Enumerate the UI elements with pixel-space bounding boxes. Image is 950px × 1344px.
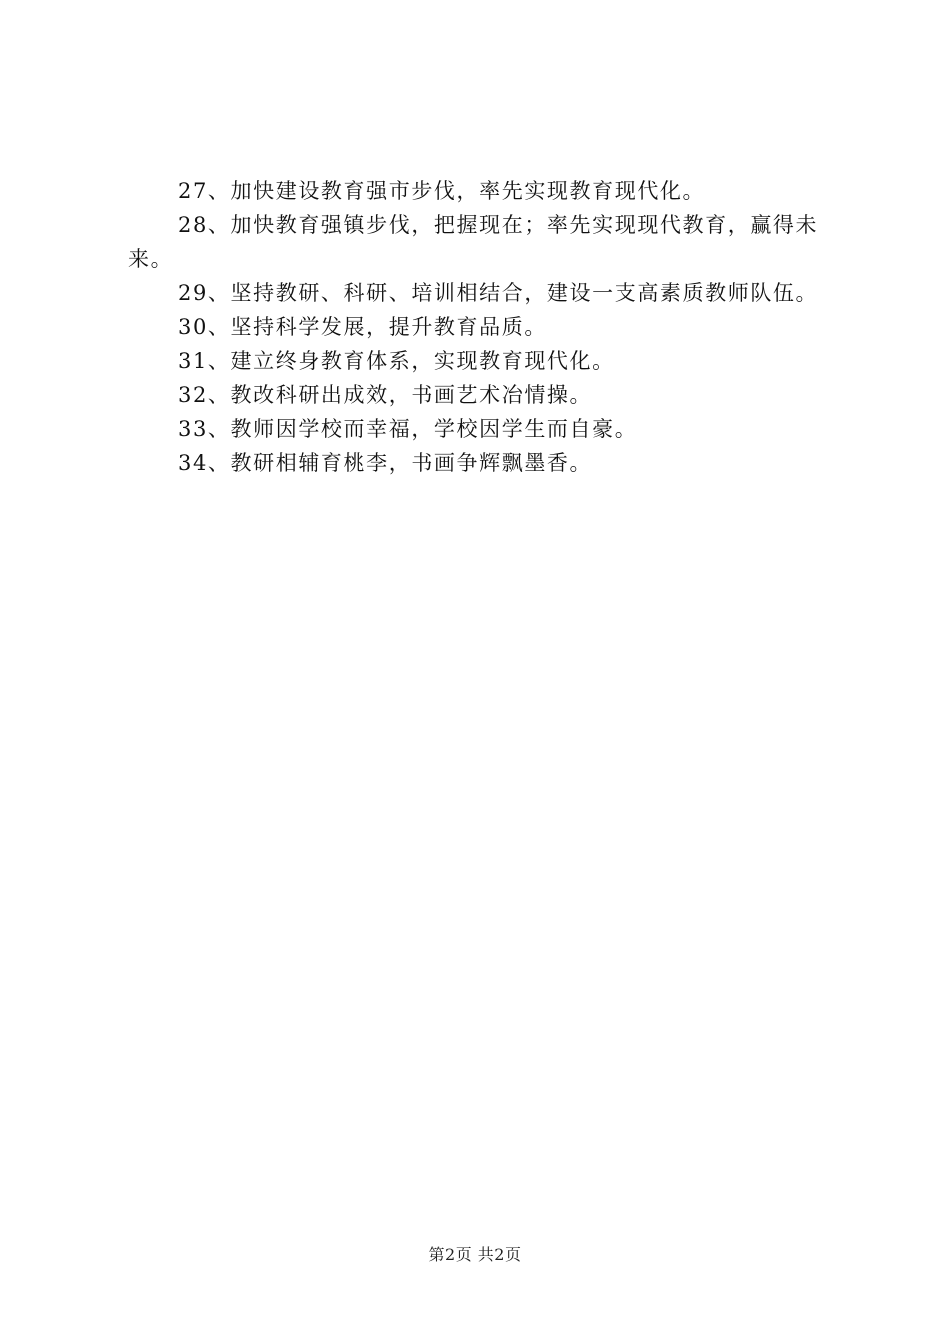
page-number-footer: 第2页 共2页 [428, 1245, 522, 1264]
paragraph-32: 32、教改科研出成效，书画艺术冶情操。 [178, 383, 593, 407]
paragraph-27: 27、加快建设教育强市步伐，率先实现教育现代化。 [178, 179, 706, 203]
paragraph-28: 28、加快教育强镇步伐，把握现在；率先实现现代教育，赢得未来。 [128, 213, 819, 271]
document-body [128, 174, 828, 480]
paragraph-30: 30、坚持科学发展，提升教育品质。 [178, 315, 547, 339]
paragraph-34: 34、教研相辅育桃李，书画争辉飘墨香。 [178, 451, 593, 475]
paragraph-31: 31、建立终身教育体系，实现教育现代化。 [178, 349, 615, 373]
paragraph-33: 33、教师因学校而幸福，学校因学生而自豪。 [178, 417, 638, 441]
paragraph-29: 29、坚持教研、科研、培训相结合，建设一支高素质教师队伍。 [178, 281, 819, 305]
